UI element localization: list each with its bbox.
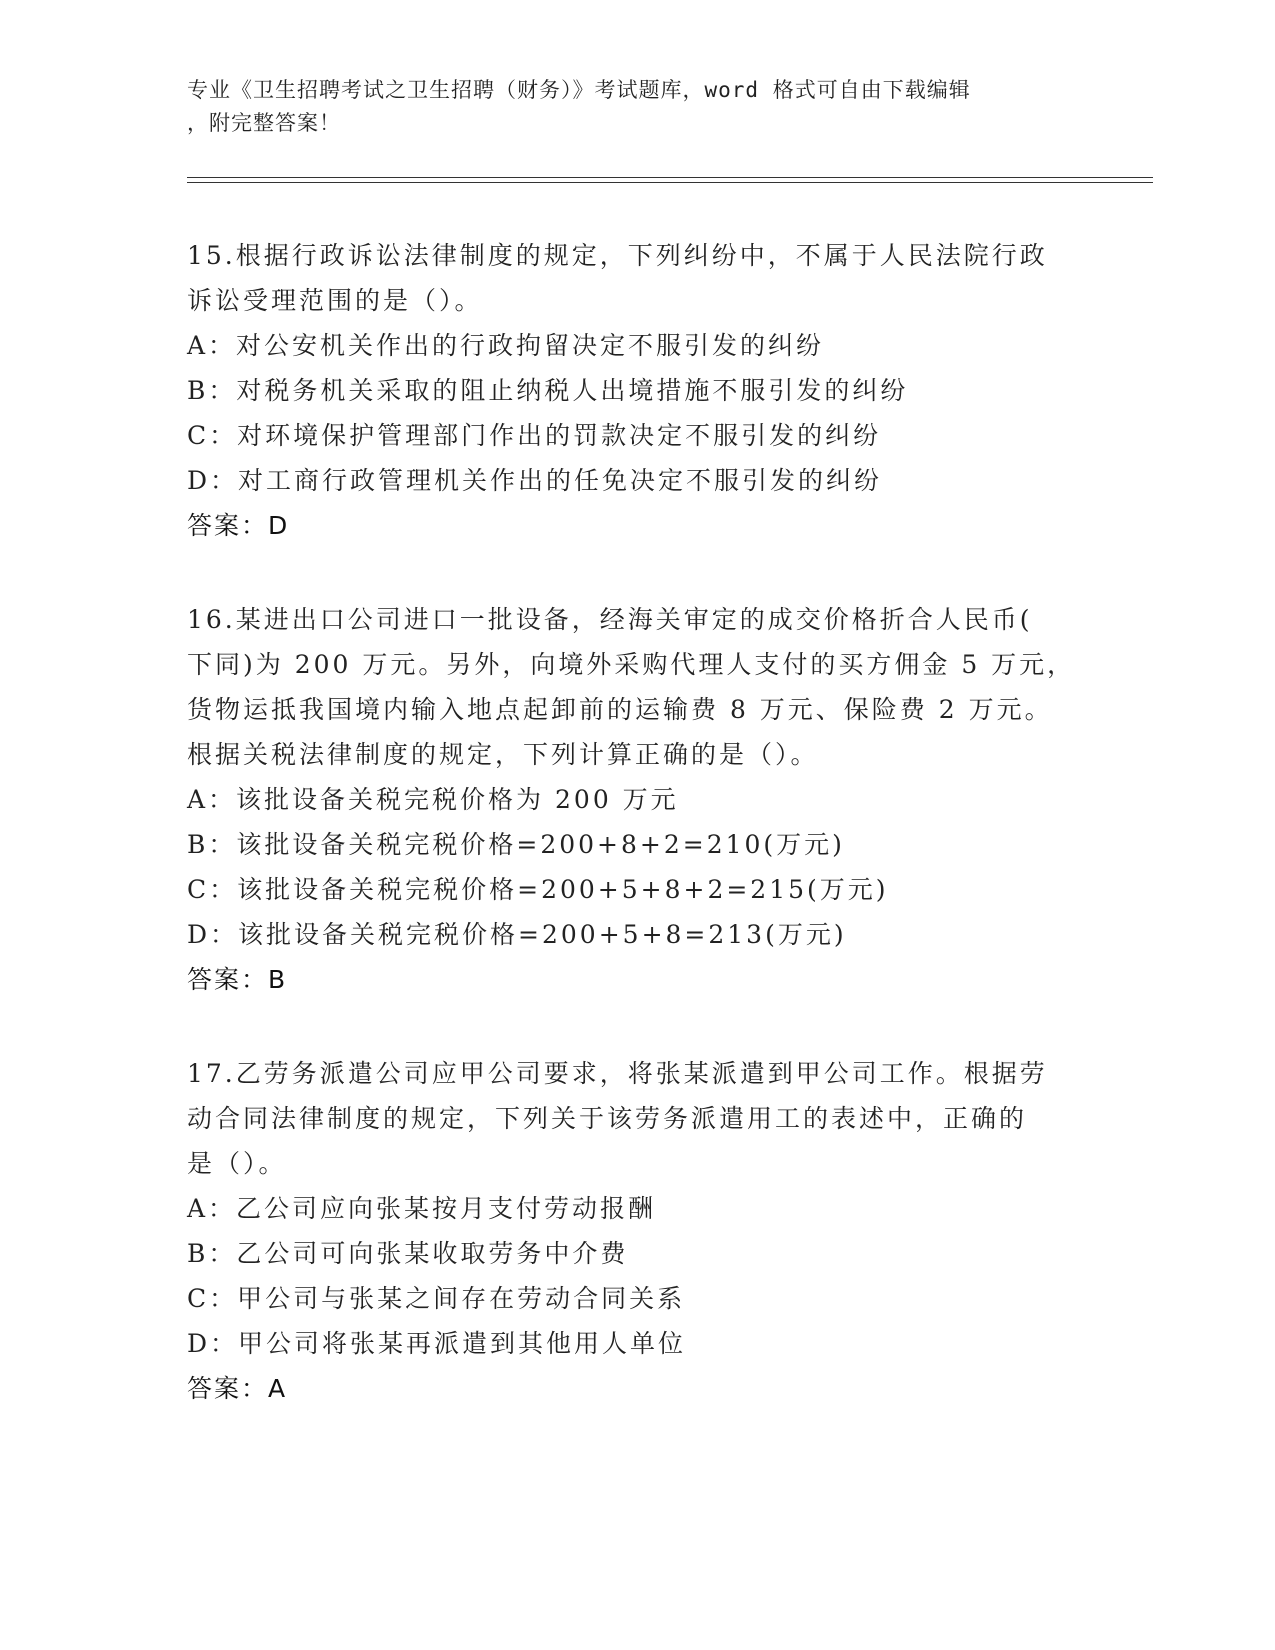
question-17 — [187, 1051, 1087, 1411]
option-d: D：对工商行政管理机关作出的任免决定不服引发的纠纷 — [187, 466, 883, 495]
option-a: A：对公安机关作出的行政拘留决定不服引发的纠纷 — [187, 331, 825, 360]
question-16 — [187, 597, 1087, 1002]
option-d: D：该批设备关税完税价格=200+5+8=213(万元) — [187, 920, 847, 949]
document-header — [187, 74, 1067, 140]
option-a: A：该批设备关税完税价格为 200 万元 — [187, 785, 679, 814]
question-stem-line: 根据关税法律制度的规定，下列计算正确的是（）。 — [187, 740, 819, 769]
question-stem-line: 动合同法律制度的规定，下列关于该劳务派遣用工的表述中，正确的 — [187, 1104, 1028, 1133]
question-stem — [187, 233, 1087, 323]
option-c: C：甲公司与张某之间存在劳动合同关系 — [187, 1284, 686, 1313]
question-stem-line: 15.根据行政诉讼法律制度的规定，下列纠纷中，不属于人民法院行政 — [187, 241, 1048, 270]
header-divider — [187, 177, 1153, 178]
option-a: A：乙公司应向张某按月支付劳动报酬 — [187, 1194, 657, 1223]
option-c: C：该批设备关税完税价格=200+5+8+2=215(万元) — [187, 875, 889, 904]
question-stem — [187, 597, 1087, 777]
option-d: D：甲公司将张某再派遣到其他用人单位 — [187, 1329, 687, 1358]
option-c: C：对环境保护管理部门作出的罚款决定不服引发的纠纷 — [187, 421, 882, 450]
answer: 答案：D — [187, 511, 290, 540]
answer: 答案：A — [187, 1374, 288, 1403]
question-stem-line: 16.某进出口公司进口一批设备，经海关审定的成交价格折合人民币( — [187, 605, 1033, 634]
question-stem-line: 诉讼受理范围的是（）。 — [187, 286, 483, 315]
option-b: B：对税务机关采取的阻止纳税人出境措施不服引发的纠纷 — [187, 376, 909, 405]
header-line: 专业《卫生招聘考试之卫生招聘（财务）》考试题库，word 格式可自由下载编辑 — [187, 78, 971, 102]
option-b: B：该批设备关税完税价格=200+8+2=210(万元) — [187, 830, 845, 859]
option-b: B：乙公司可向张某收取劳务中介费 — [187, 1239, 629, 1268]
header-divider — [187, 182, 1153, 183]
question-stem-line: 是（）。 — [187, 1149, 287, 1178]
question-15 — [187, 233, 1087, 548]
question-stem-line: 17.乙劳务派遣公司应甲公司要求，将张某派遣到甲公司工作。根据劳 — [187, 1059, 1048, 1088]
header-line: ，附完整答案！ — [187, 111, 341, 135]
answer: 答案：B — [187, 965, 288, 994]
question-stem — [187, 1051, 1087, 1186]
question-stem-line: 下同)为 200 万元。另外，向境外采购代理人支付的买方佣金 5 万元， — [187, 650, 1076, 679]
question-stem-line: 货物运抵我国境内输入地点起卸前的运输费 8 万元、保险费 2 万元。 — [187, 695, 1053, 724]
